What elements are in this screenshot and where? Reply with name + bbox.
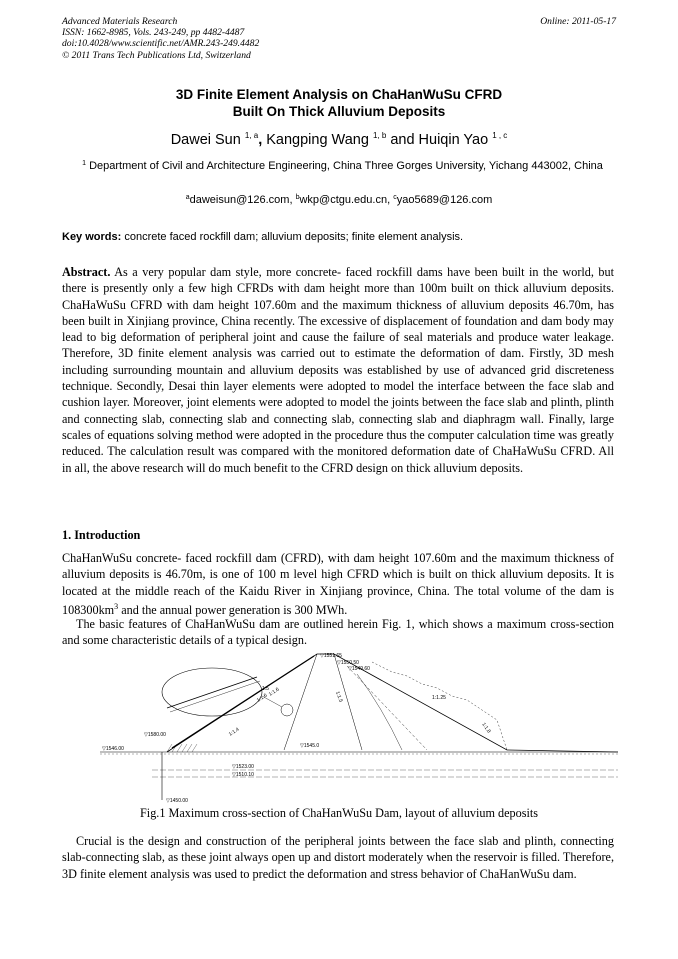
affiliation-text: Department of Civil and Architecture Engineering, China Three Gorges University, Yichang 443002, China xyxy=(89,160,603,172)
crest-label: ▽1551.65 xyxy=(320,653,342,659)
abstract xyxy=(62,264,614,476)
crest-label-3: ▽1549.60 xyxy=(348,666,370,672)
bottom-elevation: ▽1450.00 xyxy=(166,798,188,804)
berm-label: 1.5 xyxy=(262,686,269,692)
detail-marker xyxy=(281,704,293,716)
detail-slab xyxy=(170,681,260,712)
affiliation-sup: 1 xyxy=(82,160,86,167)
copyright-line: © 2011 Trans Tech Publications Ltd, Switzerland xyxy=(62,49,251,61)
email-list xyxy=(0,194,678,206)
email-address[interactable]: daweisun@126.com, xyxy=(189,194,296,206)
slope-label: 1:1.6 xyxy=(255,692,269,704)
dam-outline xyxy=(167,654,618,752)
detail-circle xyxy=(162,668,262,716)
superscript: 3 xyxy=(114,601,119,611)
zone-curve xyxy=(357,674,402,750)
section-heading: 1. Introduction xyxy=(62,528,141,542)
affiliation xyxy=(70,157,615,173)
journal-name: Advanced Materials Research xyxy=(62,16,178,27)
left-elevation: ▽1580.00 xyxy=(144,732,166,738)
figure-caption: Fig.1 Maximum cross-section of ChaHanWuSu Dam, layout of alluvium deposits xyxy=(140,806,538,820)
author-affil-sup: 1 , c xyxy=(492,131,508,140)
downstream-road xyxy=(372,662,507,750)
abstract-label: Abstract. xyxy=(62,265,111,279)
intro-paragraph-2: The basic features of ChaHanWuSu dam are outlined herein Fig. 1, which shows a maximum cross-section and some characteristic details of a typical design. xyxy=(62,617,614,648)
slope-label: 1:1.8 xyxy=(480,721,492,735)
keywords-text: concrete faced rockfill dam; alluvium deposits; finite element analysis. xyxy=(121,231,464,243)
slope-label: 1:1.25 xyxy=(432,695,446,701)
crest-label-2: ▽1550.50 xyxy=(337,660,359,666)
slope-label: 1:1.5 xyxy=(334,690,344,704)
foundation-elevation-2: ▽1510.10 xyxy=(232,772,254,778)
author-list xyxy=(0,131,678,148)
dam-cross-section-figure xyxy=(62,652,618,804)
intro-p1-tail: and the annual power generation is 300 MWh. xyxy=(118,602,348,617)
online-date: Online: 2011-05-17 xyxy=(540,16,616,27)
email-sup: c xyxy=(393,194,397,201)
doi-line: doi:10.4028/www.scientific.net/AMR.243-249.4482 xyxy=(62,38,260,50)
mid-elevation: ▽1545.0 xyxy=(300,743,320,749)
author-name: Kangping Wang xyxy=(266,132,369,148)
author-separator: and xyxy=(390,132,415,148)
zone-line xyxy=(284,654,320,750)
left-base-elevation: ▽1546.00 xyxy=(102,746,124,752)
abstract-text: As a very popular dam style, more concrete- faced rockfill dams have been built in the world, but there is presently only a few high CFRDs with dam height more than 100m built on thick alluvium deposits. ChaHaWuSu CFRD with dam height 107.60m and the maximum thickness of alluvium deposits 46.70m, has been built in Xinjiang province, China recently. The excessive of displacement of foundation and dam body may lead to big deformation of peripheral joint and cause the failure of seal materials and produce water leakage. Therefore, 3D finite element analysis was carried out to estimate the deformation of dam. Firstly, 3D mesh including surrounding mountain and alluvium deposits was established by use of advanced grid discreteness technique. Secondly, Desai thin layer elements were adopted to model the interface between the face slab and cushion layer. Moreover, joint elements were adopted to model the joints between the face slab and plinth, plinth and connecting slab, connecting slab and connecting slab, connecting slab and diaphragm wall. Finally, large scales of equations solving method were adopted in the procedure thus the computer calculation time was greatly reduced. The calculation result was compared with the monitored deformation date of ChaHaWuSu CFRD. All in all, the above research will do much benefit to the CFRD design on thick alluvium deposits. xyxy=(62,265,614,475)
issn-line: ISSN: 1662-8985, Vols. 243-249, pp 4482-4487 xyxy=(62,27,245,39)
journal-header xyxy=(62,16,259,61)
author-affil-sup: 1, a xyxy=(244,131,259,140)
plinth-hatching xyxy=(167,744,197,752)
title-line-1: 3D Finite Element Analysis on ChaHanWuSu CFRD xyxy=(175,87,503,102)
foundation-elevation-1: ▽1523.00 xyxy=(232,764,254,770)
email-sup: b xyxy=(295,194,300,201)
title-line-2: Built On Thick Alluvium Deposits xyxy=(232,104,446,119)
intro-paragraph-3: Crucial is the design and construction of the peripheral joints between the face slab and plinth, connecting slab-connecting slab, as these joint always open up and distort moderately when the reservoir is filled. Therefore, 3D finite element analysis was used to predict the deformation and stress behavior of ChaHanWuSu dam. xyxy=(62,834,614,881)
author-name: Huiqin Yao xyxy=(418,132,489,148)
email-address[interactable]: wkp@ctgu.edu.cn, xyxy=(299,194,394,206)
keywords xyxy=(62,231,617,243)
keywords-label: Key words: xyxy=(62,231,122,243)
slope-label: 1:1.4 xyxy=(227,726,241,738)
zone-line xyxy=(347,666,427,750)
detail-slab xyxy=(167,677,257,708)
email-sup: a xyxy=(185,194,190,201)
author-separator: , xyxy=(258,132,263,148)
intro-p1-text: ChaHanWuSu concrete- faced rockfill dam (CFRD), with dam height 107.60m and the maximum thickness of alluvium deposits is 46.70m, is one of 100 m level high CFRD which is built on thick alluvium deposits. It is located at the middle reach of the Kaidu River in Xinjiang province, China. The total volume of the dam is 108300km xyxy=(62,551,614,617)
slope-label: 1:1.6 xyxy=(267,686,281,698)
email-address[interactable]: yao5689@126.com xyxy=(396,194,493,206)
intro-paragraph-1 xyxy=(62,550,614,618)
author-name: Dawei Sun xyxy=(170,132,241,148)
paper-title xyxy=(0,86,678,120)
author-affil-sup: 1, b xyxy=(372,131,387,140)
